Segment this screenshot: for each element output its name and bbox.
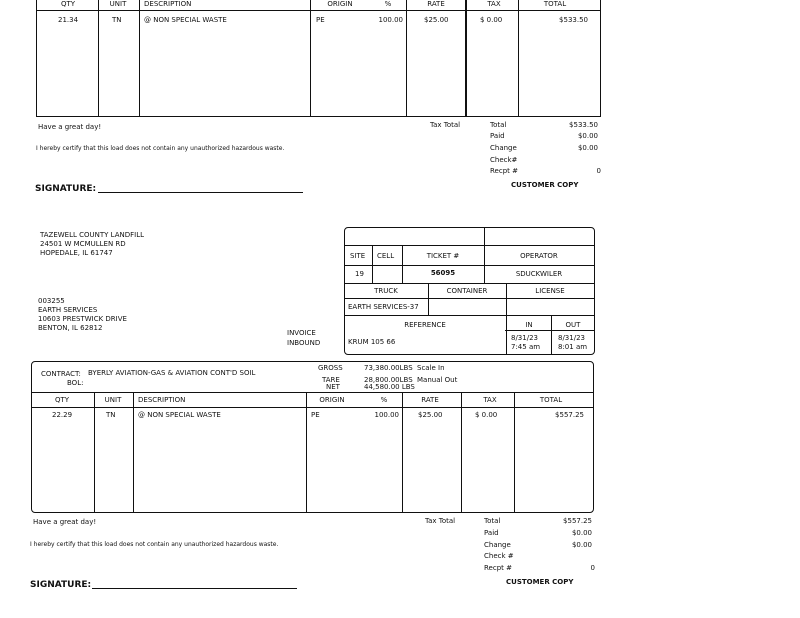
tare-value: 28,800.00LBS — [364, 376, 413, 384]
col-unit: UNIT — [109, 0, 127, 8]
tare-label: TARE — [322, 376, 340, 384]
greeting: Have a great day! — [38, 123, 102, 131]
col-tax: TAX — [487, 0, 501, 8]
customer-name: EARTH SERVICES — [38, 306, 98, 314]
net-value: 44,580.00 LBS — [364, 383, 415, 391]
reference-label: REFERENCE — [404, 321, 446, 329]
col-origin: ORIGIN — [327, 0, 353, 8]
signature-line — [98, 192, 303, 193]
ticket-label: TICKET # — [426, 252, 460, 260]
tax-total-label: Tax Total — [425, 517, 456, 525]
out-label: OUT — [565, 321, 581, 329]
landfill-name: TAZEWELL COUNTY LANDFILL — [40, 231, 145, 239]
row-description: @ NON SPECIAL WASTE — [138, 411, 221, 419]
summary-label: Change — [490, 144, 517, 152]
out-time: 8:01 am — [558, 343, 588, 351]
summary-value: $557.25 — [563, 517, 592, 525]
contract-label: CONTRACT: — [41, 370, 81, 378]
signature-line — [92, 588, 297, 589]
summary-value: $0.00 — [577, 144, 598, 152]
reference-value: KRUM 105 66 — [348, 338, 396, 346]
landfill-address-1: 24501 W MCMULLEN RD — [40, 240, 126, 248]
operator-label: OPERATOR — [520, 252, 558, 260]
col-unit: UNIT — [104, 396, 122, 404]
summary-value: $533.50 — [569, 121, 598, 129]
col-total: TOTAL — [539, 396, 563, 404]
col-tax: TAX — [483, 396, 497, 404]
landfill-address-2: HOPEDALE, IL 61747 — [40, 249, 113, 257]
summary-value: $0.00 — [577, 132, 598, 140]
summary-label: Check# — [490, 156, 518, 164]
row-origin: PE — [316, 16, 325, 24]
ticket-number: 56095 — [430, 269, 456, 277]
col-total: TOTAL — [543, 0, 567, 8]
customer-id: 003255 — [38, 297, 65, 305]
row-rate: $25.00 — [418, 411, 443, 419]
out-date: 8/31/23 — [558, 334, 585, 342]
invoice-label: INVOICE — [287, 329, 316, 337]
row-rate: $25.00 — [424, 16, 449, 24]
truck-value: EARTH SERVICES-37 — [348, 303, 419, 311]
in-label: IN — [525, 321, 533, 329]
tax-total-label: Tax Total — [430, 121, 461, 129]
signature-label: SIGNATURE: — [30, 580, 92, 590]
site-label: SITE — [350, 252, 366, 260]
row-unit: TN — [106, 411, 116, 419]
summary-label: Check # — [484, 552, 514, 560]
row-origin: PE — [311, 411, 320, 419]
inbound-label: INBOUND — [287, 339, 321, 347]
net-label: NET — [326, 383, 340, 391]
col-qty: QTY — [54, 396, 70, 404]
summary-label: Total — [490, 121, 507, 129]
in-date: 8/31/23 — [511, 334, 538, 342]
customer-address-2: BENTON, IL 62812 — [38, 324, 103, 332]
site-value: 19 — [355, 270, 364, 278]
gross-label: GROSS — [318, 364, 343, 372]
row-total: $557.25 — [555, 411, 584, 419]
summary-label: Paid — [490, 132, 505, 140]
row-unit: TN — [112, 16, 122, 24]
contract-value: BYERLY AVIATION-GAS & AVIATION CONT'D SOIL — [88, 369, 256, 377]
signature-label: SIGNATURE: — [35, 184, 97, 194]
row-description: @ NON SPECIAL WASTE — [144, 16, 227, 24]
summary-label: Recpt # — [490, 167, 518, 175]
row-pct: 100.00 — [378, 16, 403, 24]
cell-label: CELL — [377, 252, 395, 260]
tare-note: Manual Out — [417, 376, 458, 384]
row-qty: 21.34 — [58, 16, 79, 24]
summary-value: $0.00 — [571, 529, 592, 537]
greeting: Have a great day! — [33, 518, 97, 526]
operator-value: SDUCKWILER — [515, 270, 563, 278]
row-tax: $ 0.00 — [475, 411, 498, 419]
col-description: DESCRIPTION — [138, 396, 186, 404]
summary-value: 0 — [590, 564, 595, 572]
col-pct: % — [384, 0, 392, 8]
summary-value: $0.00 — [571, 541, 592, 549]
row-tax: $ 0.00 — [480, 16, 503, 24]
container-label: CONTAINER — [446, 287, 488, 295]
col-qty: QTY — [60, 0, 76, 8]
customer-copy-label: CUSTOMER COPY — [506, 578, 574, 586]
summary-label: Change — [484, 541, 511, 549]
col-rate: RATE — [427, 0, 445, 8]
in-time: 7:45 am — [511, 343, 541, 351]
row-qty: 22.29 — [52, 411, 73, 419]
col-pct: % — [380, 396, 388, 404]
summary-label: Recpt # — [484, 564, 512, 572]
gross-note: Scale In — [417, 364, 445, 372]
summary-label: Paid — [484, 529, 499, 537]
certify-statement: I hereby certify that this load does not contain any unauthorized hazardous waste. — [36, 145, 285, 152]
gross-value: 73,380.00LBS — [364, 364, 413, 372]
bol-label: BOL: — [67, 379, 84, 387]
row-total: $533.50 — [559, 16, 588, 24]
row-pct: 100.00 — [374, 411, 399, 419]
certify-statement: I hereby certify that this load does not contain any unauthorized hazardous waste. — [30, 541, 279, 548]
col-rate: RATE — [421, 396, 439, 404]
col-description: DESCRIPTION — [144, 0, 192, 8]
license-label: LICENSE — [535, 287, 565, 295]
customer-copy-label: CUSTOMER COPY — [511, 181, 579, 189]
summary-value: 0 — [596, 167, 601, 175]
col-origin: ORIGIN — [319, 396, 345, 404]
truck-label: TRUCK — [374, 287, 398, 295]
summary-label: Total — [484, 517, 501, 525]
customer-address-1: 10603 PRESTWICK DRIVE — [38, 315, 127, 323]
